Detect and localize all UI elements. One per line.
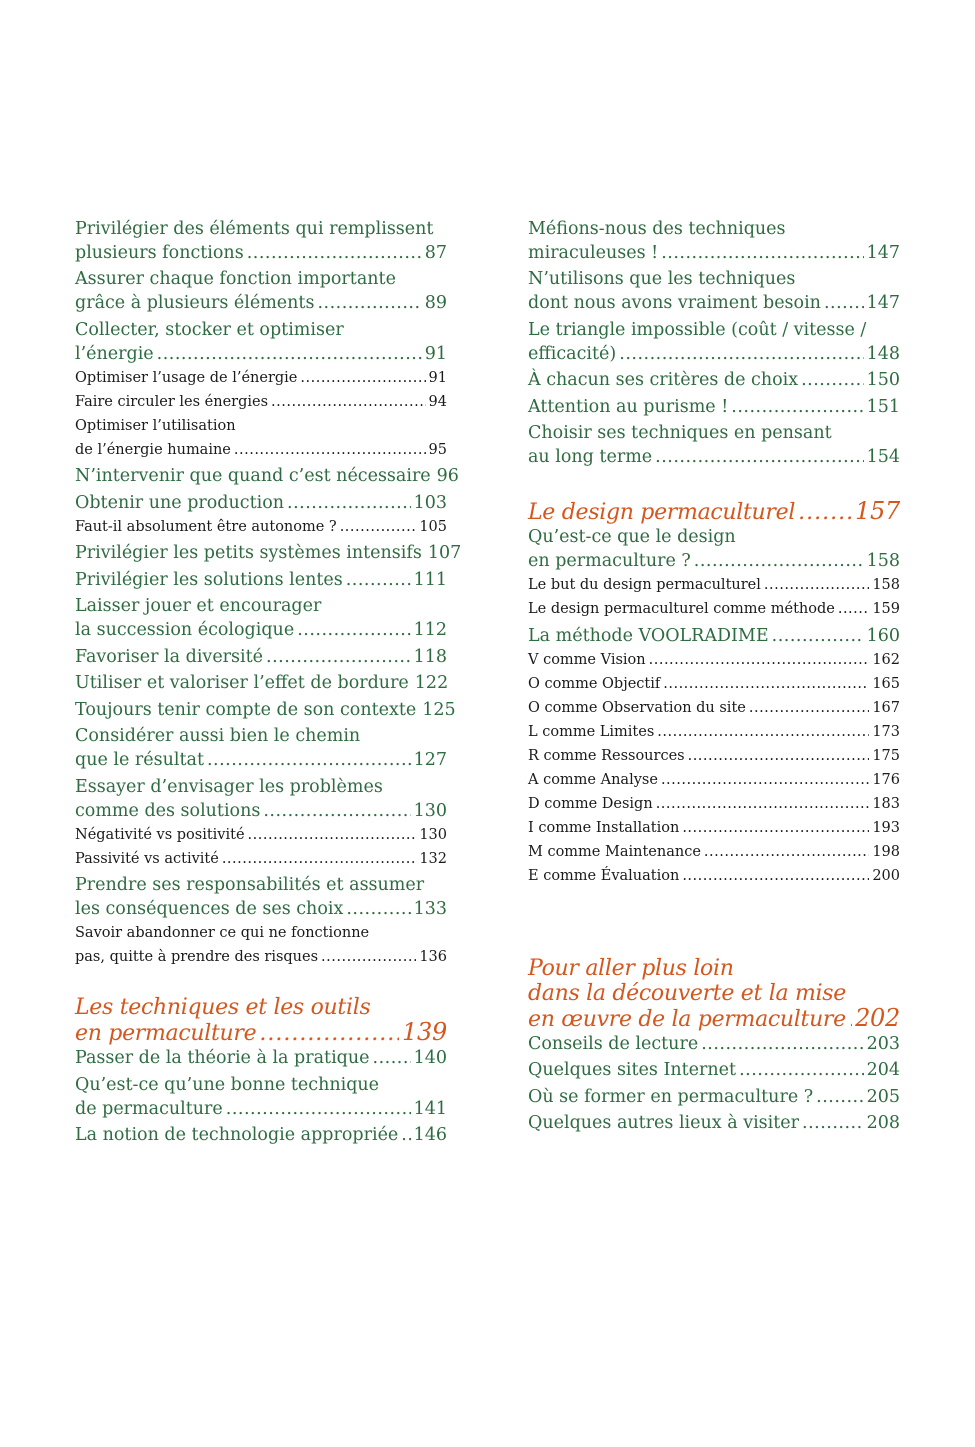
toc-entry-title-line: Les techniques et les outils: [75, 995, 371, 1020]
toc-entry-title-line: Savoir abandonner ce qui ne fonctionne: [75, 925, 370, 941]
dot-leader: [838, 597, 869, 621]
toc-entry-title-line: Optimiser l’utilisation: [75, 417, 236, 434]
toc-left-column: [75, 214, 462, 1147]
page-number: 140: [413, 1048, 447, 1068]
toc-entry[interactable]: [528, 318, 900, 366]
toc-entry[interactable]: [528, 1058, 900, 1082]
dot-leader: [340, 515, 417, 539]
page-number: 103: [413, 492, 447, 513]
toc-entry-title: Passer de la théorie à la pratique: [75, 1048, 370, 1068]
toc-entry[interactable]: [75, 873, 447, 921]
page-number: 205: [866, 1086, 900, 1107]
dot-leader: [802, 1111, 864, 1135]
page-number: 94: [428, 393, 447, 410]
page-number: 200: [872, 867, 900, 884]
toc-entry[interactable]: [75, 594, 447, 642]
toc-subentry[interactable]: [75, 847, 447, 871]
toc-entry[interactable]: [75, 491, 447, 515]
toc-subentry[interactable]: [75, 390, 447, 414]
toc-subentry[interactable]: [75, 921, 447, 969]
page-number: 165: [872, 675, 900, 692]
toc-entry[interactable]: [75, 217, 447, 265]
toc-entry[interactable]: [528, 1032, 900, 1056]
toc-entry-title-line: Collecter, stocker et optimiser: [75, 319, 344, 340]
toc-entry-title-line: Assurer chaque fonction importante: [75, 269, 396, 289]
toc-entry[interactable]: [528, 624, 900, 648]
dot-leader: [657, 720, 869, 744]
dot-leader: [849, 1007, 852, 1032]
toc-entry[interactable]: [75, 671, 447, 695]
toc-entry-title: Le design permaculturel: [528, 500, 796, 525]
dot-leader: [248, 823, 417, 847]
toc-entry-title: Favoriser la diversité: [75, 646, 264, 667]
toc-entry-title: O comme Objectif: [528, 675, 661, 692]
toc-entry-title: V comme Vision: [528, 651, 646, 668]
dot-leader: [271, 390, 426, 414]
toc-subentry[interactable]: [75, 515, 447, 539]
toc-entry[interactable]: [75, 1073, 447, 1121]
toc-entry-title: La méthode VOOLRADIME: [528, 625, 769, 646]
toc-entry-title: E comme Évaluation: [528, 867, 680, 884]
toc-entry-title: R comme Ressources: [528, 747, 685, 764]
toc-entry-title-line: Choisir ses techniques en pensant: [528, 423, 832, 443]
toc-subentry[interactable]: [75, 366, 447, 390]
page-number: 162: [872, 651, 900, 668]
toc-subentry[interactable]: [528, 768, 900, 792]
page-number: 147: [866, 242, 900, 263]
toc-entry[interactable]: [75, 541, 462, 565]
page-number: 89: [424, 293, 447, 313]
toc-entry-title: Obtenir une production: [75, 492, 285, 513]
toc-entry-title: Toujours tenir compte de son contexte: [75, 699, 417, 720]
page-number: 176: [872, 771, 900, 788]
toc-entry[interactable]: [75, 724, 447, 772]
toc-entry-title: plusieurs fonctions: [75, 242, 244, 263]
toc-entry-title: la succession écologique: [75, 620, 295, 640]
dot-leader: [373, 1046, 411, 1070]
dot-leader: [619, 342, 863, 366]
toc-entry-title: I comme Installation: [528, 819, 680, 836]
page-number: 148: [866, 343, 900, 364]
page-number: 159: [872, 601, 900, 617]
toc-entry[interactable]: [528, 217, 900, 265]
page-number: 204: [866, 1060, 900, 1080]
dot-leader: [266, 645, 411, 669]
page-number: 141: [413, 1098, 447, 1119]
page-number: 91: [428, 369, 447, 386]
toc-entry-title: À chacun ses critères de choix: [528, 370, 799, 390]
toc-entry[interactable]: [75, 775, 447, 823]
toc-entry-title-line: Le triangle impossible (coût / vitesse /: [528, 319, 867, 340]
toc-entry[interactable]: [528, 395, 900, 419]
toc-subentry[interactable]: [528, 792, 900, 816]
toc-entry-title-line: Laisser jouer et encourager: [75, 596, 322, 616]
dot-leader: [739, 1058, 864, 1082]
page-number: 183: [872, 795, 900, 812]
page-number: 160: [866, 625, 900, 646]
toc-entry-title: en permaculture: [75, 1021, 257, 1046]
toc-subentry[interactable]: [75, 414, 447, 462]
page-number: 111: [413, 569, 447, 590]
dot-leader: [656, 792, 870, 816]
toc-entry-title-line: Pour aller plus loin: [528, 955, 734, 981]
toc-subentry[interactable]: [528, 744, 900, 768]
page-number: 127: [413, 750, 447, 770]
toc-subentry[interactable]: [528, 816, 900, 840]
toc-entry[interactable]: [528, 421, 900, 469]
dot-leader: [749, 696, 869, 720]
toc-entry-title-line: Privilégier des éléments qui remplissent: [75, 218, 434, 239]
toc-entry-title: L comme Limites: [528, 723, 655, 740]
toc-subentry[interactable]: [528, 672, 900, 696]
page-number: 198: [872, 843, 900, 860]
toc-entry-title: en œuvre de la permaculture: [528, 1006, 846, 1032]
page-number: 130: [413, 800, 447, 821]
toc-entry-title: Où se former en permaculture ?: [528, 1086, 814, 1107]
dot-leader: [226, 1097, 411, 1121]
dot-leader: [346, 568, 411, 592]
toc-entry-title: Conseils de lecture: [528, 1033, 699, 1054]
toc-subentry[interactable]: [528, 597, 900, 621]
dot-leader: [222, 847, 416, 871]
toc-entry-title: l’énergie: [75, 343, 154, 364]
page-number: 122: [414, 673, 449, 693]
dot-leader: [263, 799, 410, 823]
toc-entry-title-line: Qu’est-ce que le design: [528, 527, 736, 547]
page-number: 151: [866, 396, 900, 417]
toc-entry[interactable]: [528, 1111, 900, 1135]
dot-leader: [816, 1085, 863, 1109]
dot-leader: [661, 241, 863, 265]
page-number: 158: [866, 551, 900, 571]
toc-section-heading[interactable]: [75, 995, 447, 1046]
toc-entry-title: de l’énergie humaine: [75, 441, 231, 458]
dot-leader: [731, 395, 863, 419]
toc-entry-title-line: Qu’est-ce qu’une bonne technique: [75, 1074, 380, 1095]
dot-leader: [704, 840, 869, 864]
dot-leader: [247, 241, 422, 265]
dot-leader: [297, 618, 410, 642]
dot-leader: [798, 500, 852, 525]
page-number: 130: [419, 826, 447, 843]
page-number: 154: [866, 447, 900, 467]
toc-entry[interactable]: [75, 1046, 447, 1070]
toc-subentry[interactable]: [528, 648, 900, 672]
dot-leader: [234, 438, 426, 462]
toc-entry-title: Faire circuler les énergies: [75, 393, 269, 410]
toc-entry-title: N’intervenir que quand c’est nécessaire: [75, 466, 431, 486]
toc-entry-title: Privilégier les petits systèmes intensifs: [75, 543, 422, 563]
page-number: 91: [424, 343, 447, 364]
toc-entry-title-line: Prendre ses responsabilités et assumer: [75, 875, 425, 895]
toc-entry-title: La notion de technologie appropriée: [75, 1125, 399, 1145]
toc-entry-title-line: Méfions-nous des techniques: [528, 218, 786, 239]
toc-entry-title: que le résultat: [75, 750, 204, 770]
dot-leader: [401, 1123, 410, 1147]
toc-right-column: [528, 214, 900, 1135]
toc-entry-title: Le but du design permaculturel: [528, 577, 761, 593]
page-number: 157: [855, 497, 900, 525]
toc-entry[interactable]: [528, 1085, 900, 1109]
toc-entry-title: Le design permaculturel comme méthode: [528, 601, 835, 617]
toc-entry[interactable]: [75, 318, 447, 366]
dot-leader: [824, 291, 864, 315]
page-number: 87: [424, 242, 447, 263]
dot-leader: [663, 672, 869, 696]
toc-entry-title: Négativité vs positivité: [75, 826, 245, 843]
toc-entry-title: en permaculture ?: [528, 551, 691, 571]
dot-leader: [701, 1032, 863, 1056]
dot-leader: [801, 368, 863, 392]
toc-entry-title: Optimiser l’usage de l’énergie: [75, 369, 298, 386]
dot-leader: [655, 445, 863, 469]
page-number: 112: [413, 620, 447, 640]
toc-entry-title: au long terme: [528, 447, 653, 467]
dot-leader: [682, 864, 869, 888]
dot-leader: [694, 549, 864, 573]
toc-entry-title-line: Essayer d’envisager les problèmes: [75, 776, 383, 797]
page-number: 175: [872, 747, 900, 764]
dot-leader: [321, 945, 416, 969]
dot-leader: [688, 744, 870, 768]
dot-leader: [157, 342, 422, 366]
toc-entry[interactable]: [75, 267, 447, 315]
toc-subentry[interactable]: [75, 823, 447, 847]
toc-entry-title: Quelques sites Internet: [528, 1060, 737, 1080]
toc-entry-title: D comme Design: [528, 795, 653, 812]
toc-subentry[interactable]: [528, 840, 900, 864]
toc-subentry[interactable]: [528, 573, 900, 597]
toc-entry-title: O comme Observation du site: [528, 699, 746, 716]
toc-entry-title: miraculeuses !: [528, 242, 659, 263]
toc-entry[interactable]: [528, 368, 900, 392]
dot-leader: [300, 366, 425, 390]
toc-entry-title: grâce à plusieurs éléments: [75, 293, 315, 313]
page-number: 146: [413, 1125, 447, 1145]
page-number: 136: [419, 949, 447, 965]
dot-leader: [346, 897, 410, 921]
page-number: 208: [866, 1113, 900, 1133]
page-number: 173: [872, 723, 900, 740]
dot-leader: [682, 816, 869, 840]
toc-entry-title: Quelques autres lieux à visiter: [528, 1113, 800, 1133]
toc-entry-title: dont nous avons vraiment besoin: [528, 293, 821, 313]
page-number: 133: [413, 899, 447, 919]
toc-entry-title: efficacité): [528, 343, 617, 364]
toc-entry[interactable]: [528, 525, 900, 573]
toc-entry-title-line: Considérer aussi bien le chemin: [75, 726, 361, 746]
toc-entry[interactable]: [75, 464, 459, 488]
page-number: 96: [436, 466, 459, 486]
page-number: 167: [872, 699, 900, 716]
page-number: 105: [419, 518, 447, 535]
toc-entry[interactable]: [528, 267, 900, 315]
toc-subentry[interactable]: [528, 864, 900, 888]
page-number: 150: [866, 370, 900, 390]
dot-leader: [207, 748, 411, 772]
toc-entry-title: les conséquences de ses choix: [75, 899, 344, 919]
toc-entry-title: A comme Analyse: [528, 771, 658, 788]
page-number: 193: [872, 819, 900, 836]
page-number: 147: [866, 293, 900, 313]
toc-entry-title: comme des solutions: [75, 800, 261, 821]
page-number: 95: [428, 441, 447, 458]
dot-leader: [772, 624, 864, 648]
toc-entry[interactable]: [75, 1123, 447, 1147]
toc-entry[interactable]: [75, 568, 447, 592]
page-number: 118: [413, 646, 447, 667]
dot-leader: [649, 648, 870, 672]
dot-leader: [259, 1021, 399, 1046]
toc-entry-title: Passivité vs activité: [75, 850, 219, 867]
page-number: 125: [422, 699, 456, 720]
toc-entry-title: de permaculture: [75, 1098, 223, 1119]
toc-section-heading[interactable]: [528, 499, 900, 525]
toc-entry-title: Attention au purisme !: [528, 396, 729, 417]
toc-entry-title-line: N’utilisons que les techniques: [528, 269, 796, 289]
toc-entry[interactable]: [75, 698, 456, 722]
dot-leader: [317, 291, 421, 315]
toc-subentry[interactable]: [528, 720, 900, 744]
page-number: 132: [419, 850, 447, 867]
toc-entry-title: Faut-il absolument être autonome ?: [75, 518, 337, 535]
page-number: 203: [866, 1033, 900, 1054]
dot-leader: [661, 768, 869, 792]
toc-subentry[interactable]: [528, 696, 900, 720]
toc-entry-title-line: dans la découverte et la mise: [528, 980, 846, 1006]
toc-section-heading[interactable]: [528, 956, 900, 1032]
dot-leader: [764, 573, 869, 597]
toc-entry[interactable]: [75, 645, 447, 669]
page-number: 139: [402, 1018, 447, 1046]
page-number: 107: [427, 543, 462, 563]
toc-entry-title: pas, quitte à prendre des risques: [75, 949, 319, 965]
page-number: 202: [855, 1003, 900, 1032]
toc-entry-title: M comme Maintenance: [528, 843, 701, 860]
dot-leader: [287, 491, 411, 515]
toc-entry-title: Utiliser et valoriser l’effet de bordure: [75, 673, 409, 693]
page-number: 158: [872, 577, 900, 593]
toc-entry-title: Privilégier les solutions lentes: [75, 569, 343, 590]
